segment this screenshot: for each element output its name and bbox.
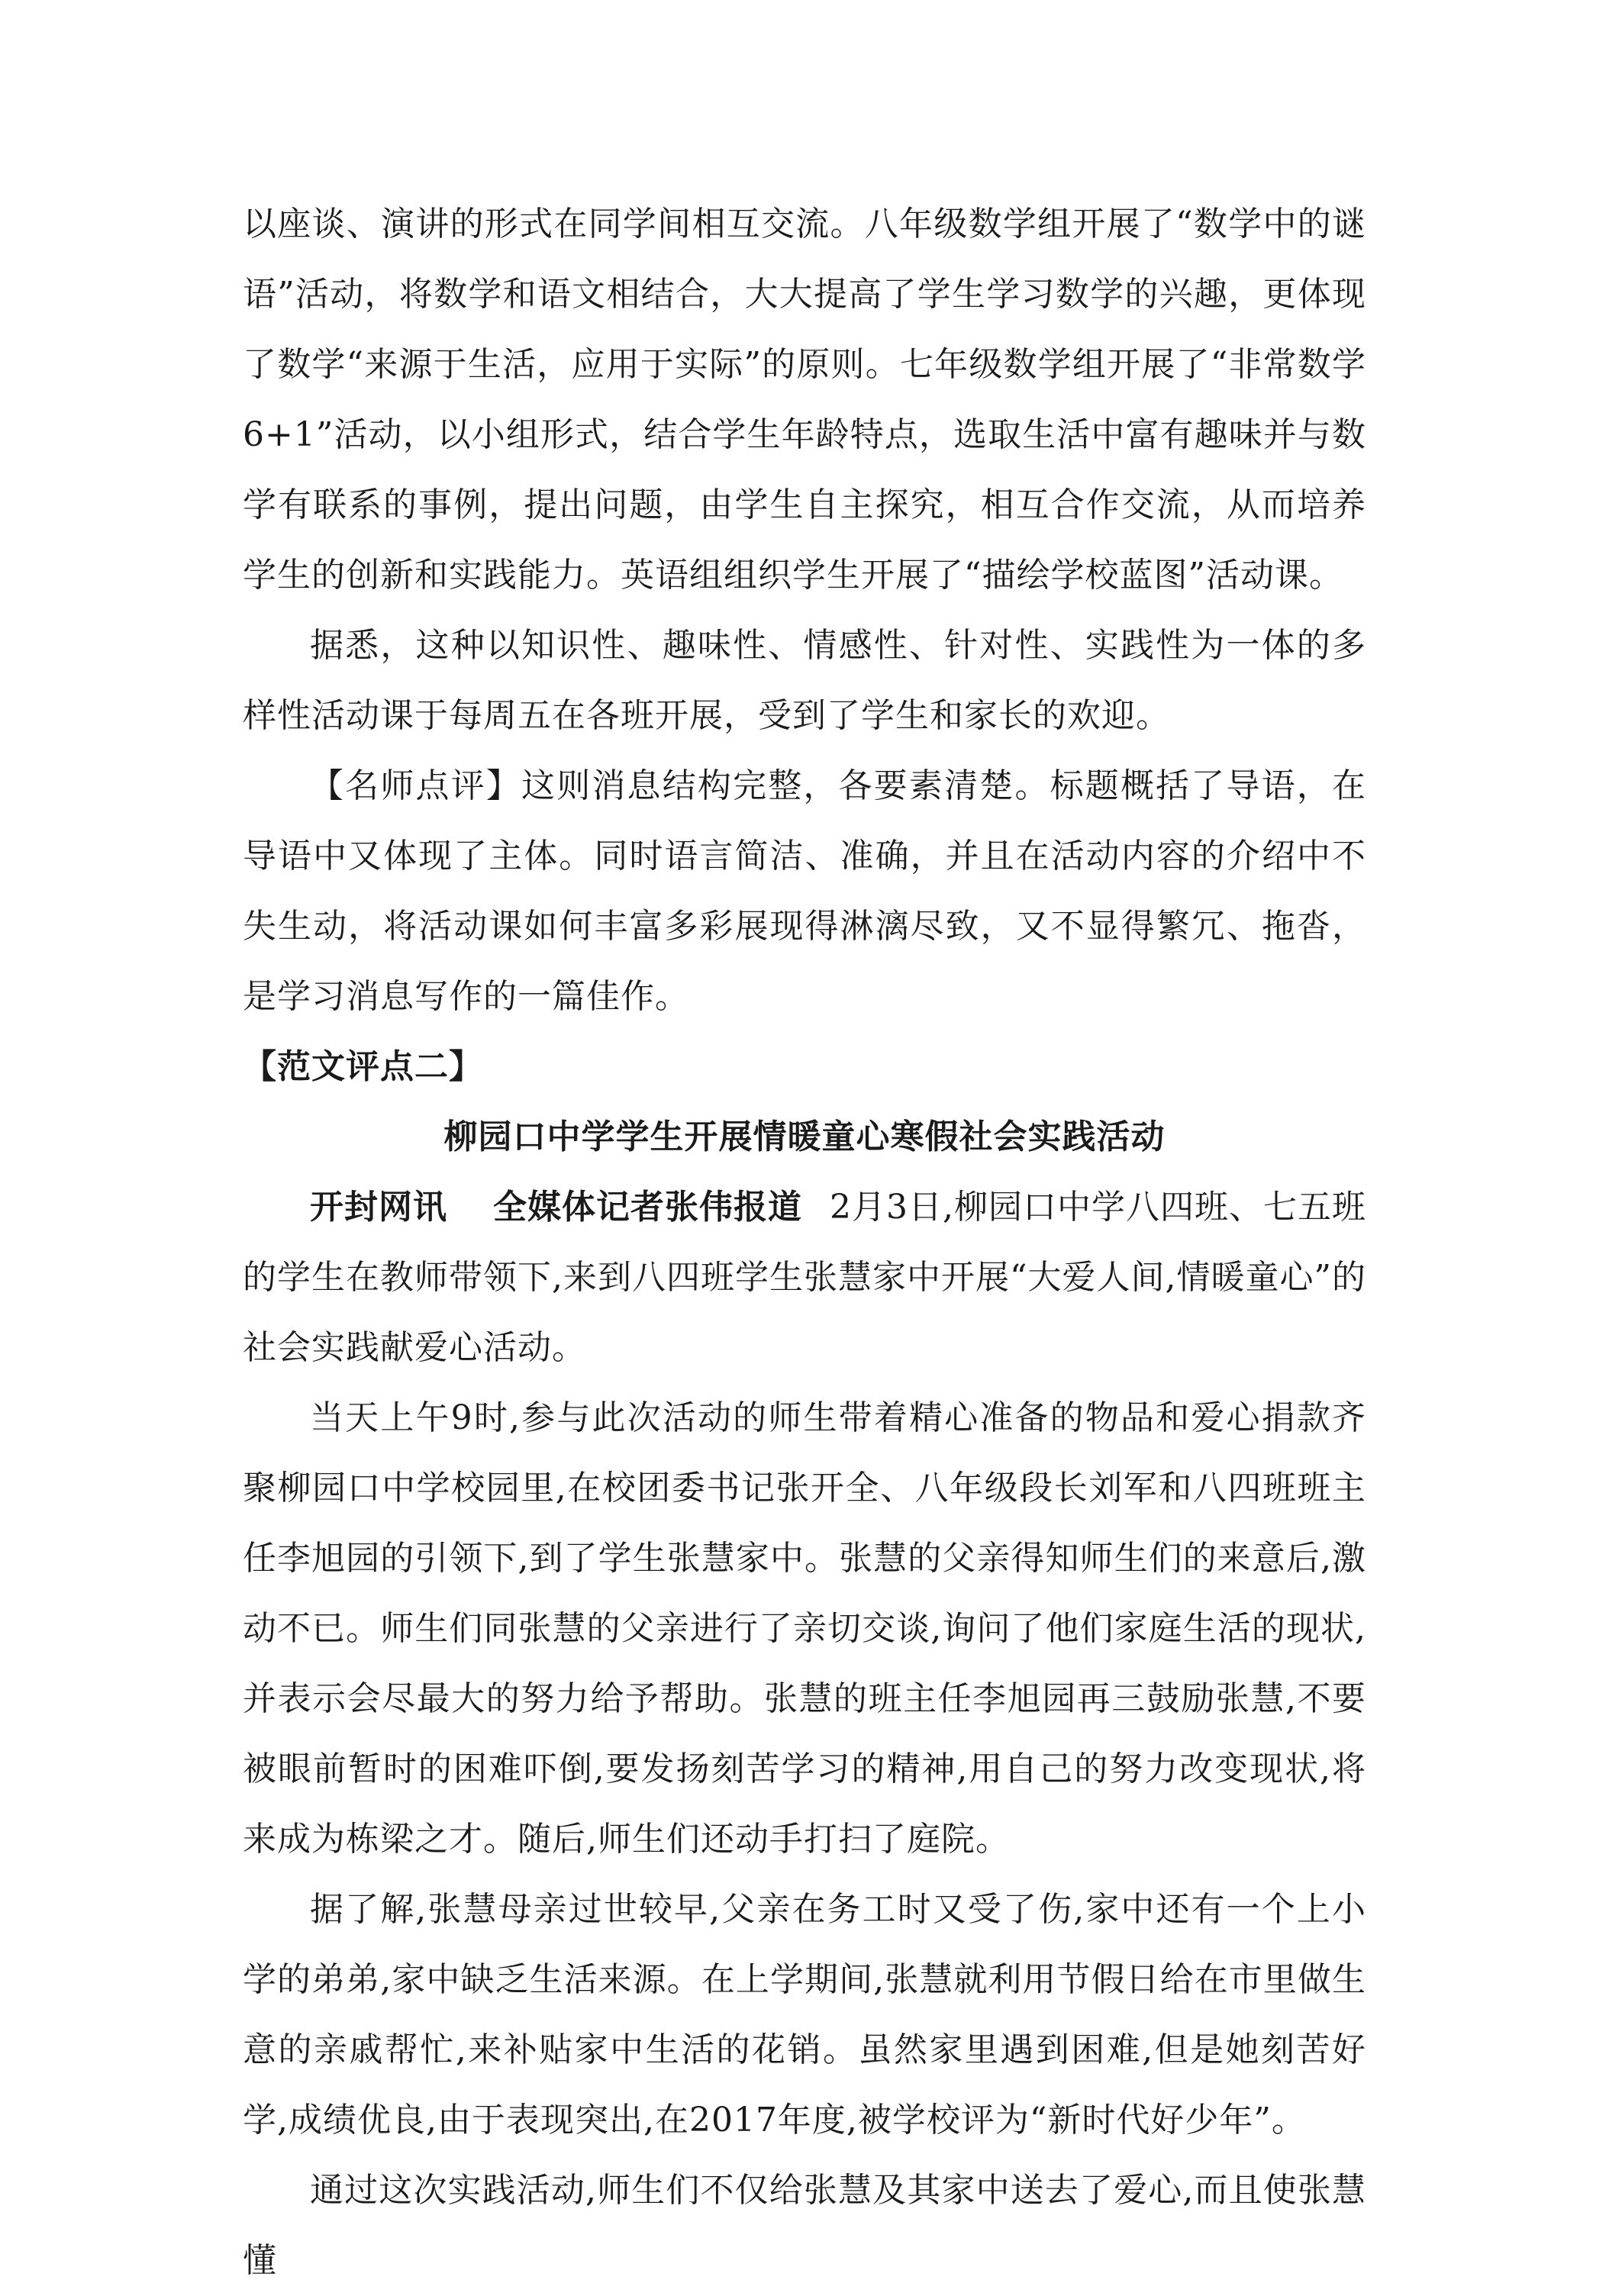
lead-text: 2月3日,柳园口中学八四班、七五班的学生在教师带领下,来到八四班学生张慧家中开展“大爱人间,情暖童心”的社会实践献爱心活动。 xyxy=(243,1188,1367,1367)
document-page xyxy=(243,189,1366,2296)
article-title: 柳园口中学学生开展情暖童心寒假社会实践活动 xyxy=(443,1117,1166,1156)
paragraph-summary: 据悉，这种以知识性、趣味性、情感性、针对性、实践性为一体的多样性活动课于每周五在各班开展，受到了学生和家长的欢迎。 xyxy=(243,626,1366,735)
paragraph-lead xyxy=(243,1172,1366,1383)
section-heading: 【范文评点二】 xyxy=(243,1047,483,1086)
dateline-source: 开封网讯 xyxy=(310,1188,448,1227)
paragraph-activities: 以座谈、演讲的形式在同学间相互交流。八年级数学组开展了“数学中的谜语”活动，将数学和语文相结合，大大提高了学生学习数学的兴趣，更体现了数学“来源于生活，应用于实际”的原则。七年级数学组开展了“非常数学6+1”活动，以小组形式，结合学生年龄特点，选取生活中富有趣味并与数学有联系的事例，提出问题，由学生自主探究，相互合作交流，从而培养学生的创新和实践能力。英语组组织学生开展了“描绘学校蓝图”活动课。 xyxy=(243,205,1366,595)
paragraph-background: 据了解,张慧母亲过世较早,父亲在务工时又受了伤,家中还有一个上小学的弟弟,家中缺乏生活来源。在上学期间,张慧就利用节假日给在市里做生意的亲戚帮忙,来补贴家中生活的花销。虽然家里遇到困难,但是她刻苦好学,成绩优良,由于表现突出,在2017年度,被学校评为“新时代好少年”。 xyxy=(243,1890,1366,2140)
paragraph-teacher-comment: 【名师点评】这则消息结构完整，各要素清楚。标题概括了导语，在导语中又体现了主体。同时语言简洁、准确，并且在活动内容的介绍中不失生动，将活动课如何丰富多彩展现得淋漓尽致，又不显得繁冗、拖沓，是学习消息写作的一篇佳作。 xyxy=(243,766,1366,1016)
paragraph-conclusion: 通过这次实践活动,师生们不仅给张慧及其家中送去了爱心,而且使张慧懂 xyxy=(243,2171,1366,2280)
paragraph-event: 当天上午9时,参与此次活动的师生带着精心准备的物品和爱心捐款齐聚柳园口中学校园里,在校团委书记张开全、八年级段长刘军和八四班班主任李旭园的引领下,到了学生张慧家中。张慧的父亲得知师生们的来意后,激动不已。师生们同张慧的父亲进行了亲切交谈,询问了他们家庭生活的现状,并表示会尽最大的努力给予帮助。张慧的班主任李旭园再三鼓励张慧,不要被眼前暂时的困难吓倒,要发扬刻苦学习的精神,用自己的努力改变现状,将来成为栋梁之才。随后,师生们还动手打扫了庭院。 xyxy=(243,1398,1366,1859)
dateline-reporter: 全媒体记者张伟报道 xyxy=(493,1188,803,1227)
